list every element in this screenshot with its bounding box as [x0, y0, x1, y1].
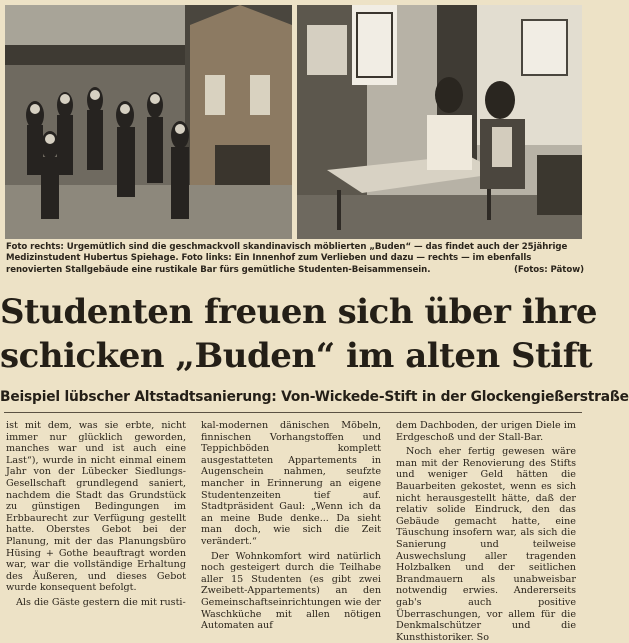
- courtyard-photo: [5, 5, 292, 239]
- article-column-2: [201, 420, 381, 632]
- column-paragraph: Als die Gäste gestern die mit rusti-: [16, 596, 186, 608]
- article-column-1: [6, 420, 186, 608]
- headline-line-2: schicken „Buden“ im alten Stift: [0, 336, 593, 376]
- article-column-3: [396, 420, 576, 643]
- headline-line-1: Studenten freuen sich über ihre: [0, 292, 597, 332]
- divider-rule: [4, 412, 582, 413]
- column-paragraph: ist mit dem, was sie erbte, nicht immer nur glücklich geworden, manches war und ist auch eine Last“), wurde in nicht einmal einem Jahr von der Lübecker Siedlungs-Gesellschaft grundlegend saniert, nachdem die Stadt das Grundstück zu günstigen Bedingungen im Erbbaurecht zur Verfügung gestellt hatte. Oberstes Gebot bei der Planung, mit der das Planungsbüro Hüsing + Gothe beauftragt worden war, war die vollständige Erhaltung des Äußeren, und dieses Gebot wurde konsequent befolgt.: [6, 420, 186, 594]
- photo-caption: [6, 242, 584, 276]
- photo-credit: (Fotos: Pätow): [514, 264, 584, 275]
- student-room-photo: [297, 5, 582, 239]
- column-paragraph: Der Wohnkomfort wird natürlich noch gesteigert durch die Teilhabe aller 15 Studenten (es gibt zwei Zweibett-Appartements) an den Gemeinschaftseinrichtungen wie der Waschküche mit allen nötigen Automaten auf: [201, 550, 381, 632]
- caption-text: Foto rechts: Urgemütlich sind die geschmackvoll skandinavisch möblierten „Buden“ — das findet auch der 25jährige Medizinstudent Hubertus Spiehage. Foto links: Ein Innenhof zum Verlieben und dazu — rechts — im ebenfalls renovierten Stallgebäude eine rustikale Bar fürs gemütliche Studenten-Beisammensein.: [6, 242, 568, 275]
- subheadline: Beispiel lübscher Altstadtsanierung: Von-Wickede-Stift in der Glockengießerstraße: [0, 389, 629, 405]
- column-paragraph: kal-modernen dänischen Möbeln, finnischen Vorhangstoffen und Teppichböden komplett ausgestatteten Appartements in Augenschein nahmen, seufzte mancher in Erinnerung an eigene Studentenzeiten tief auf. Stadtpräsident Gaul: „Wenn ich da an meine Bude denke... Da sieht man doch, wie sich die Zeit verändert.“: [201, 420, 381, 547]
- column-paragraph: dem Dachboden, der urigen Diele im Erdgeschoß und der Stall-Bar.: [396, 420, 576, 443]
- column-paragraph: Noch eher fertig gewesen wäre man mit der Renovierung des Stifts und weniger Geld hätten die Bauarbeiten gekostet, wenn es sich nicht herausgestellt hätte, daß der relativ solide Eindruck, den das Gebäude gemacht hatte, eine Täuschung insofern war, als sich die Sanierung und teilweise Auswechslung aller tragenden Holzbalken und der seitlichen Brandmauern als unabweisbar notwendig erwies. Andererseits gab's auch positive Überraschungen, vor allem für die Denkmalschützer und die Kunsthistoriker. So: [396, 446, 576, 643]
- student-room-photo-icon: [297, 5, 582, 239]
- courtyard-photo-icon: [5, 5, 292, 239]
